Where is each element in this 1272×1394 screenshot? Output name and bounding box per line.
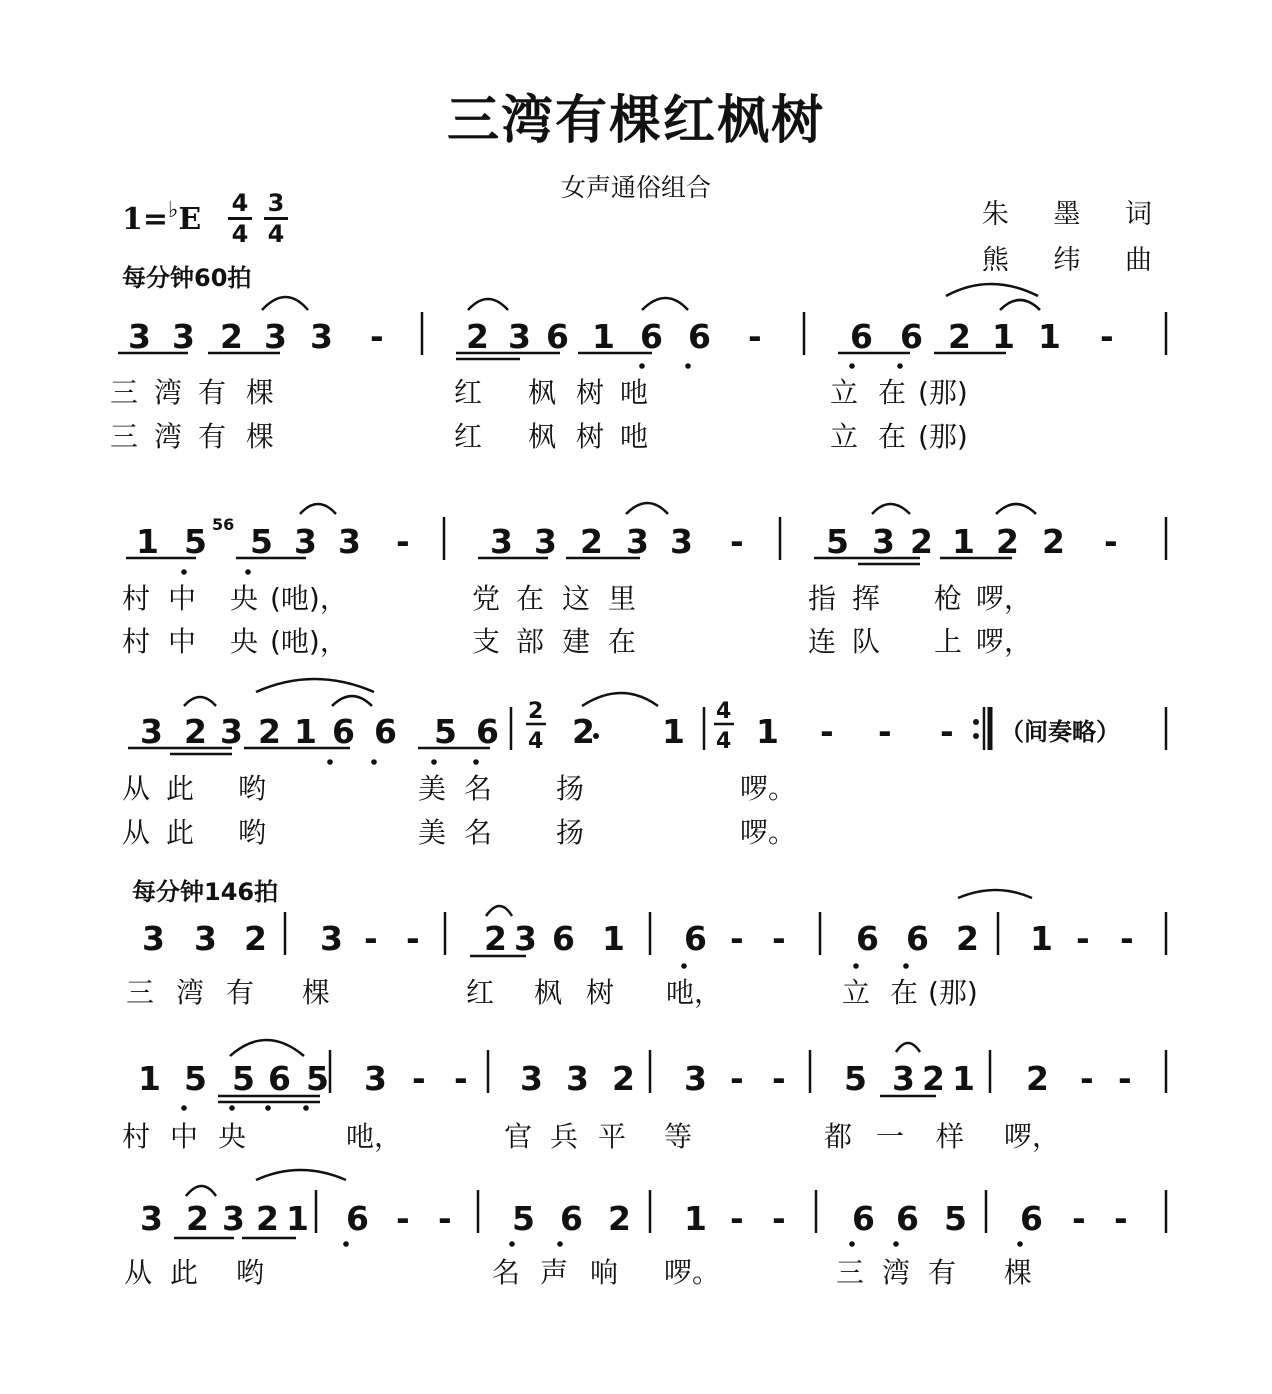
flat-symbol: ♭ bbox=[168, 197, 179, 223]
rest-dash: - bbox=[1100, 317, 1114, 356]
note-digit: 3 bbox=[128, 317, 151, 356]
lyric-syllable: 三 bbox=[126, 976, 155, 1009]
performer-subtitle: 女声通俗组合 bbox=[560, 173, 711, 202]
note-digit: 3 bbox=[172, 317, 195, 356]
note-digit: 2 bbox=[608, 1199, 631, 1238]
rest-dash: - bbox=[772, 1059, 786, 1098]
note-digit: 5 bbox=[434, 712, 457, 751]
lyric-syllable: 支 bbox=[472, 625, 501, 658]
note-digit: 6 bbox=[850, 317, 873, 356]
lyric-syllable: 树 bbox=[586, 976, 615, 1009]
lyric-syllable: 建 bbox=[562, 625, 591, 658]
rest-dash: - bbox=[412, 1059, 426, 1098]
rest-dash: - bbox=[364, 919, 378, 958]
time-change-2-4 bbox=[526, 699, 546, 754]
lyric-syllable: 此 bbox=[166, 816, 195, 849]
note-digit: 3 bbox=[220, 712, 243, 751]
note-digit: 6 bbox=[688, 317, 711, 356]
lyric-syllable: 官 bbox=[504, 1120, 533, 1153]
note-digit: 1 bbox=[756, 712, 779, 751]
notes-layer bbox=[128, 317, 1065, 1238]
lyric-syllable: 这 bbox=[562, 582, 591, 615]
note-digit: 6 bbox=[332, 712, 355, 751]
lyric-syllable: 从 bbox=[124, 1256, 153, 1289]
note-digit: 2 bbox=[910, 522, 933, 561]
rest-dash: - bbox=[1080, 1059, 1094, 1098]
rest-dash: - bbox=[772, 1199, 786, 1238]
lyric-syllable: 红 bbox=[466, 976, 495, 1009]
lyric-syllable: 三 bbox=[110, 376, 139, 409]
note-digit: 2 bbox=[612, 1059, 635, 1098]
lyric-syllable: 在 bbox=[516, 582, 545, 615]
lyric-syllable: 枫 bbox=[534, 976, 563, 1009]
rest-dash: - bbox=[1120, 919, 1134, 958]
lyric-syllable: 立 bbox=[830, 420, 859, 453]
note-digit: 1 bbox=[138, 1059, 161, 1098]
lyric-syllable: 有 bbox=[226, 976, 255, 1009]
lyric-syllable: 村 bbox=[122, 625, 151, 658]
note-digit: 2 bbox=[996, 522, 1019, 561]
note-digit: 1 bbox=[602, 919, 625, 958]
svg-text:2: 2 bbox=[528, 699, 544, 724]
lyric-syllable: 里 bbox=[608, 582, 637, 615]
note-digit: 1 bbox=[1030, 919, 1053, 958]
rest-dash: - bbox=[370, 317, 384, 356]
note-digit: 6 bbox=[900, 317, 923, 356]
lyric-syllable: (那) bbox=[928, 976, 978, 1009]
note-digit: 2 bbox=[922, 1059, 945, 1098]
grace-note: 56 bbox=[212, 515, 235, 534]
note-digit: 3 bbox=[140, 712, 163, 751]
note-digit: 3 bbox=[872, 522, 895, 561]
lyric-syllable: 在 bbox=[608, 625, 637, 658]
note-digit: 5 bbox=[232, 1059, 255, 1098]
key-label: 1= bbox=[122, 202, 169, 237]
note-digit: 6 bbox=[684, 919, 707, 958]
note-digit: 1 bbox=[1038, 317, 1061, 356]
lyric-syllable: 树 bbox=[576, 420, 605, 453]
lyric-syllable: 名 bbox=[464, 816, 493, 849]
time-change-4-4 bbox=[714, 699, 734, 754]
time-signature-4-4: 4 4 bbox=[228, 190, 252, 247]
lyricist-credit: 朱 墨 词 bbox=[981, 199, 1170, 230]
note-digit: 6 bbox=[640, 317, 663, 356]
tempo-marking-1: 每分钟60拍 bbox=[122, 264, 252, 292]
lyric-syllable: 中 bbox=[168, 582, 197, 615]
note-digit: 6 bbox=[560, 1199, 583, 1238]
note-digit: 6 bbox=[476, 712, 499, 751]
note-digit: 6 bbox=[552, 919, 575, 958]
lyric-syllable: 吔 bbox=[620, 376, 649, 409]
key-note: E bbox=[178, 202, 202, 237]
lyric-syllable: 红 bbox=[454, 420, 483, 453]
lyric-syllable: 啰。 bbox=[740, 816, 797, 849]
tempo-marking-2: 每分钟146拍 bbox=[132, 878, 279, 906]
lyric-syllable: 棵 bbox=[246, 376, 275, 409]
lyric-syllable: 啰。 bbox=[664, 1256, 721, 1289]
note-digit: 5 bbox=[306, 1059, 329, 1098]
lyric-syllable: 哟 bbox=[238, 816, 267, 849]
interlude-note: （间奏略） bbox=[1000, 718, 1120, 746]
lyric-syllable: 党 bbox=[472, 582, 501, 615]
note-digit: 3 bbox=[892, 1059, 915, 1098]
lyric-syllable: 声 bbox=[540, 1256, 569, 1289]
note-digit: 3 bbox=[194, 919, 217, 958]
rest-dash: - bbox=[730, 919, 744, 958]
lyric-syllable: 在 bbox=[878, 376, 907, 409]
lyric-syllable: 上 bbox=[934, 625, 963, 658]
note-digit: 6 bbox=[1020, 1199, 1043, 1238]
note-digit: 1 bbox=[294, 712, 317, 751]
lyric-syllable: 啰， bbox=[1004, 1120, 1061, 1153]
lyric-syllable: 湾 bbox=[154, 376, 183, 409]
rest-dash: - bbox=[396, 1199, 410, 1238]
note-digit: 3 bbox=[222, 1199, 245, 1238]
rest-dash: - bbox=[1072, 1199, 1086, 1238]
note-digit: 1 bbox=[592, 317, 615, 356]
note-digit: 1 bbox=[952, 522, 975, 561]
note-digit: 1 bbox=[992, 317, 1015, 356]
note-digit: 2 bbox=[572, 712, 595, 751]
note-digit: 2 bbox=[258, 712, 281, 751]
lyric-syllable: (那) bbox=[918, 420, 968, 453]
lyric-syllable: 立 bbox=[830, 376, 859, 409]
lyric-syllable: 此 bbox=[170, 1256, 199, 1289]
rest-dash: - bbox=[772, 919, 786, 958]
note-digit: 6 bbox=[906, 919, 929, 958]
note-digit: 2 bbox=[186, 1199, 209, 1238]
lyric-syllable: 平 bbox=[598, 1120, 627, 1153]
lyric-syllable: 连 bbox=[808, 625, 837, 658]
note-digit: 3 bbox=[364, 1059, 387, 1098]
lyric-syllable: 央 bbox=[230, 625, 259, 658]
note-digit: 5 bbox=[250, 522, 273, 561]
note-digit: 3 bbox=[310, 317, 333, 356]
lyric-syllable: 啰， bbox=[976, 625, 1033, 658]
note-digit: 5 bbox=[184, 522, 207, 561]
lyric-syllable: 名 bbox=[464, 772, 493, 805]
lyric-syllable: 在 bbox=[878, 420, 907, 453]
note-digit: 2 bbox=[244, 919, 267, 958]
note-digit: 6 bbox=[546, 317, 569, 356]
lyric-syllable: 枪 bbox=[934, 582, 963, 615]
note-digit: 6 bbox=[856, 919, 879, 958]
lyric-syllable: 响 bbox=[590, 1256, 619, 1289]
rest-dash: - bbox=[438, 1199, 452, 1238]
lyric-syllable: (那) bbox=[918, 376, 968, 409]
lyric-syllable: 啰。 bbox=[740, 772, 797, 805]
note-digit: 3 bbox=[520, 1059, 543, 1098]
note-digit: 2 bbox=[184, 712, 207, 751]
note-digit: 1 bbox=[136, 522, 159, 561]
note-digit: 6 bbox=[896, 1199, 919, 1238]
lyric-syllable: 枫 bbox=[528, 376, 557, 409]
lyric-syllable: 指 bbox=[808, 582, 837, 615]
svg-text:4: 4 bbox=[716, 699, 732, 724]
note-digit: 3 bbox=[140, 1199, 163, 1238]
note-digit: 3 bbox=[670, 522, 693, 561]
rest-dash: - bbox=[406, 919, 420, 958]
lyric-syllable: 样 bbox=[936, 1120, 965, 1153]
lyric-syllable: (吔)， bbox=[270, 582, 348, 615]
rest-dash: - bbox=[1076, 919, 1090, 958]
note-digit: 2 bbox=[466, 317, 489, 356]
note-digit: 5 bbox=[184, 1059, 207, 1098]
lyric-syllable: 从 bbox=[122, 772, 151, 805]
note-digit: 3 bbox=[626, 522, 649, 561]
note-digit: 2 bbox=[948, 317, 971, 356]
note-digit: 5 bbox=[512, 1199, 535, 1238]
lyric-syllable: 湾 bbox=[154, 420, 183, 453]
lyric-syllable: 一 bbox=[876, 1120, 905, 1153]
note-digit: 6 bbox=[852, 1199, 875, 1238]
lyrics-layer bbox=[110, 376, 1060, 1289]
lyric-syllable: 棵 bbox=[302, 976, 331, 1009]
lyric-syllable: 湾 bbox=[882, 1256, 911, 1289]
note-digit: 3 bbox=[534, 522, 557, 561]
note-digit: 2 bbox=[1026, 1059, 1049, 1098]
lyric-syllable: 都 bbox=[824, 1120, 853, 1153]
lyric-syllable: 棵 bbox=[1004, 1256, 1033, 1289]
lyric-syllable: 湾 bbox=[176, 976, 205, 1009]
svg-text:4: 4 bbox=[716, 729, 732, 754]
lyric-syllable: 红 bbox=[454, 376, 483, 409]
lyric-syllable: 枫 bbox=[528, 420, 557, 453]
rest-dash: - bbox=[820, 712, 834, 751]
note-digit: 5 bbox=[826, 522, 849, 561]
lyric-syllable: 挥 bbox=[852, 582, 881, 615]
lyric-syllable: 啰， bbox=[976, 582, 1033, 615]
lyric-syllable: 三 bbox=[110, 420, 139, 453]
time-signature-3-4: 3 4 bbox=[264, 190, 288, 247]
rest-dash: - bbox=[748, 317, 762, 356]
lyric-syllable: 扬 bbox=[556, 816, 585, 849]
rest-dash: - bbox=[878, 712, 892, 751]
note-digit: 3 bbox=[490, 522, 513, 561]
rest-dash: - bbox=[1114, 1199, 1128, 1238]
lyric-syllable: 哟 bbox=[236, 1256, 265, 1289]
note-digit: 1 bbox=[952, 1059, 975, 1098]
lyric-syllable: 立 bbox=[842, 976, 871, 1009]
note-digit: 2 bbox=[956, 919, 979, 958]
lyric-syllable: 哟 bbox=[238, 772, 267, 805]
lyric-syllable: 棵 bbox=[246, 420, 275, 453]
rest-dash: - bbox=[730, 1199, 744, 1238]
rest-dash: - bbox=[940, 712, 954, 751]
note-digit: 2 bbox=[484, 919, 507, 958]
note-digit: 3 bbox=[264, 317, 287, 356]
lyric-syllable: 有 bbox=[198, 376, 227, 409]
lyric-syllable: 从 bbox=[122, 816, 151, 849]
octave-dots bbox=[181, 363, 1023, 1247]
lyric-syllable: (吔)， bbox=[270, 625, 348, 658]
note-digit: 1 bbox=[662, 712, 685, 751]
note-digit: 3 bbox=[566, 1059, 589, 1098]
note-digit: 3 bbox=[294, 522, 317, 561]
rest-dash: - bbox=[396, 522, 410, 561]
lyric-syllable: 吔， bbox=[666, 976, 723, 1009]
lyric-syllable: 美 bbox=[418, 816, 447, 849]
lyric-syllable: 扬 bbox=[556, 772, 585, 805]
lyric-syllable: 吔， bbox=[346, 1120, 403, 1153]
song-title: 三湾有棵红枫树 bbox=[446, 90, 825, 151]
lyric-syllable: 在 bbox=[890, 976, 919, 1009]
note-digit: 3 bbox=[338, 522, 361, 561]
lyric-syllable: 有 bbox=[928, 1256, 957, 1289]
note-digit: 1 bbox=[286, 1199, 309, 1238]
note-digit: 5 bbox=[844, 1059, 867, 1098]
note-digit: 5 bbox=[944, 1199, 967, 1238]
note-digit: 2 bbox=[220, 317, 243, 356]
lyric-syllable: 央 bbox=[230, 582, 259, 615]
lyric-syllable: 此 bbox=[166, 772, 195, 805]
composer-credit: 熊 纬 曲 bbox=[981, 245, 1170, 276]
note-digit: 3 bbox=[142, 919, 165, 958]
rest-dash: - bbox=[730, 522, 744, 561]
rest-dash: - bbox=[454, 1059, 468, 1098]
lyric-syllable: 央 bbox=[218, 1120, 247, 1153]
lyric-syllable: 美 bbox=[418, 772, 447, 805]
lyric-syllable: 村 bbox=[122, 1120, 151, 1153]
note-digit: 3 bbox=[684, 1059, 707, 1098]
note-digit: 2 bbox=[580, 522, 603, 561]
note-digit: 3 bbox=[514, 919, 537, 958]
rest-dash: - bbox=[1118, 1059, 1132, 1098]
lyric-syllable: 树 bbox=[576, 376, 605, 409]
note-digit: 2 bbox=[256, 1199, 279, 1238]
note-digit: 6 bbox=[374, 712, 397, 751]
lyric-syllable: 兵 bbox=[550, 1120, 579, 1153]
lyric-syllable: 三 bbox=[836, 1256, 865, 1289]
rest-dash: - bbox=[1104, 522, 1118, 561]
lyric-syllable: 有 bbox=[198, 420, 227, 453]
note-digit: 1 bbox=[684, 1199, 707, 1238]
lyric-syllable: 吔 bbox=[620, 420, 649, 453]
lyric-syllable: 队 bbox=[852, 625, 881, 658]
note-digit: 6 bbox=[268, 1059, 291, 1098]
note-digit: 6 bbox=[346, 1199, 369, 1238]
lyric-syllable: 村 bbox=[122, 582, 151, 615]
lyric-syllable: 部 bbox=[516, 625, 545, 658]
lyric-syllable: 中 bbox=[170, 1120, 199, 1153]
lyric-syllable: 中 bbox=[168, 625, 197, 658]
lyric-syllable: 等 bbox=[664, 1120, 693, 1153]
rest-dash: - bbox=[730, 1059, 744, 1098]
note-digit: 2 bbox=[1042, 522, 1065, 561]
note-digit: 3 bbox=[508, 317, 531, 356]
note-digit: 3 bbox=[320, 919, 343, 958]
repeat-dots bbox=[973, 719, 979, 739]
lyric-syllable: 名 bbox=[492, 1256, 521, 1289]
svg-text:4: 4 bbox=[528, 729, 544, 754]
